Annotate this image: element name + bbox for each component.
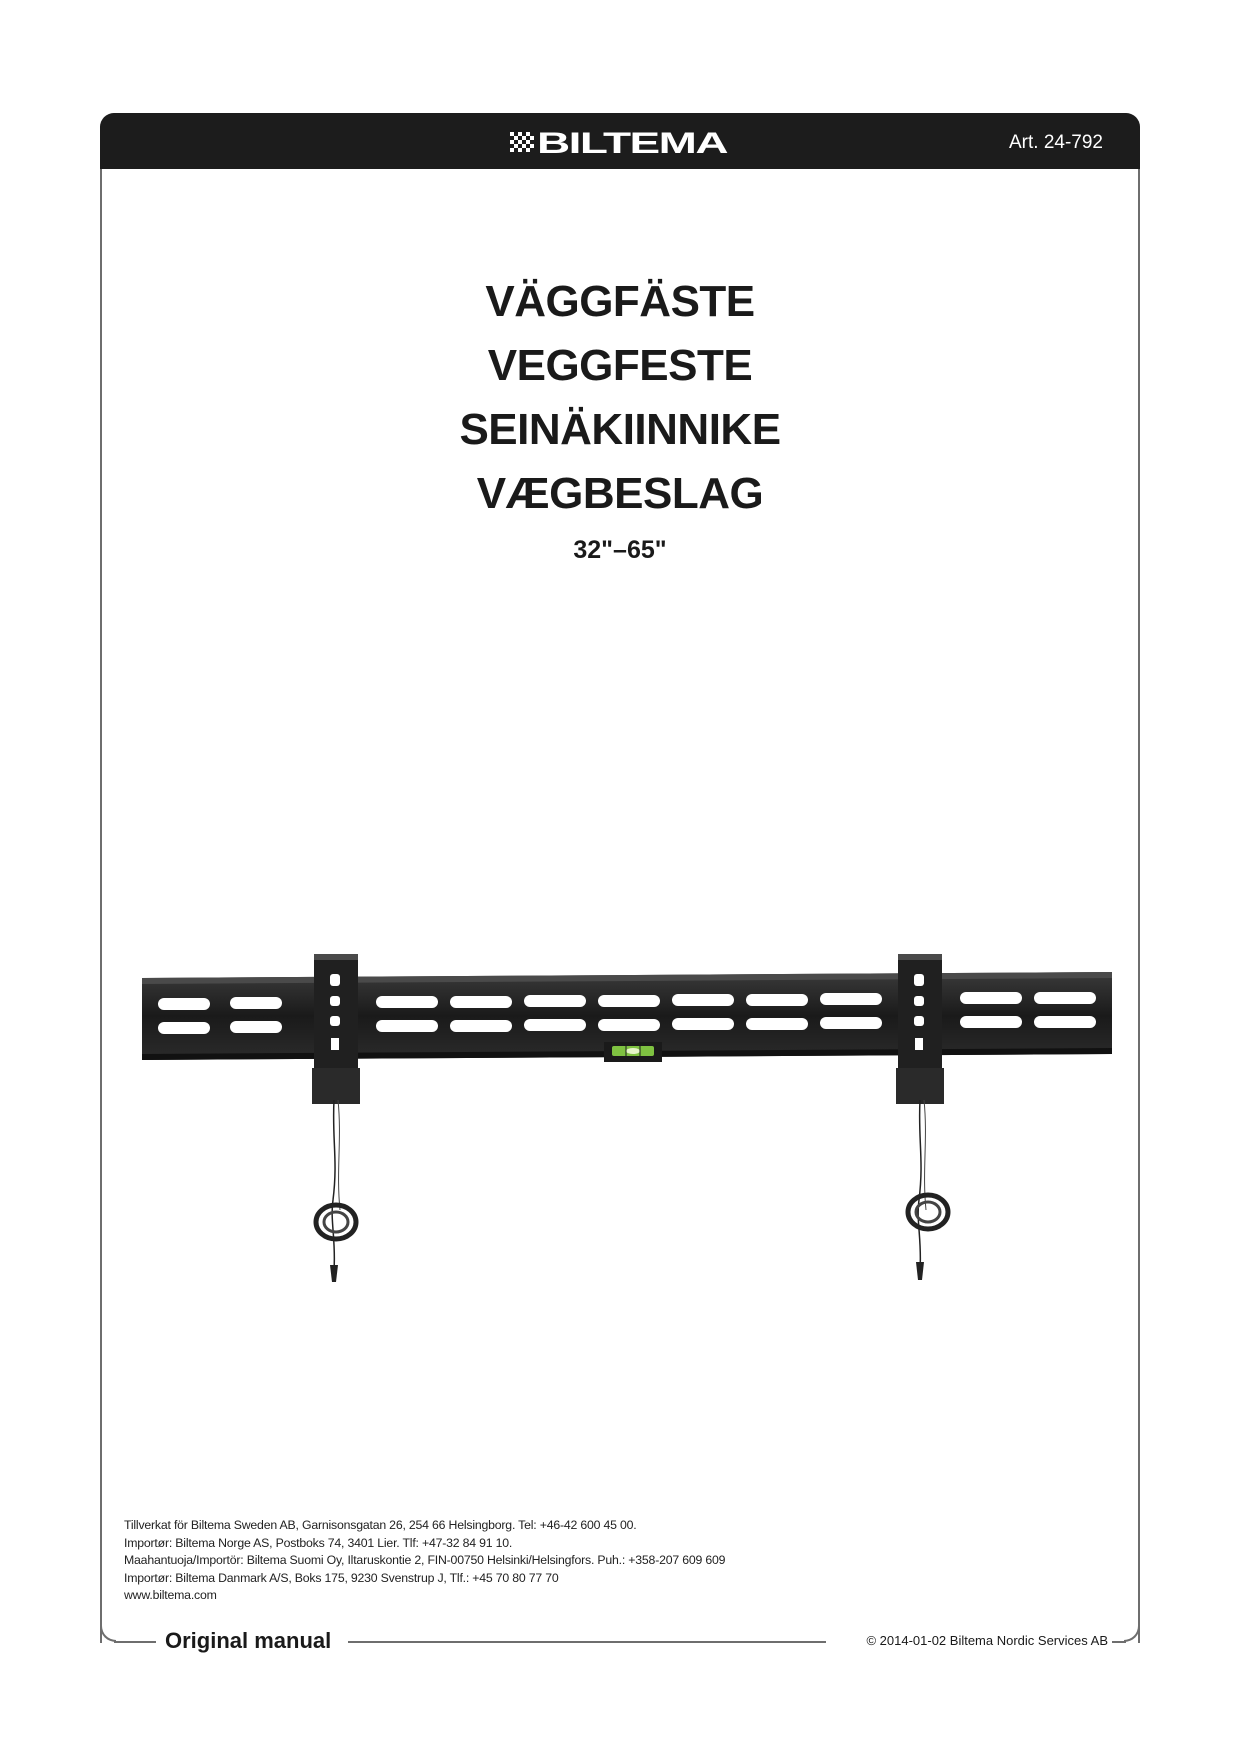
screen-size-range: 32"–65" [573, 536, 667, 564]
footer-rule-middle [348, 1641, 826, 1643]
product-titles [100, 270, 1140, 570]
imprint-denmark: Importør: Biltema Danmark A/S, Boks 175, 9230 Svenstrup J, Tlf.: +45 70 80 77 70 [124, 1570, 559, 1585]
imprint-block [124, 1517, 725, 1605]
checkered-flag-icon [510, 132, 536, 152]
biltema-wordmark: BILTEMA [537, 128, 728, 156]
title-danish: VÆGBESLAG [476, 469, 764, 518]
title-norwegian: VEGGFESTE [487, 341, 753, 390]
imprint-finland: Maahantuoja/Importör: Biltema Suomi Oy, Iltaruskontie 2, FIN-00750 Helsinki/Helsingfors. Puh.: +358-207 609 609 [124, 1553, 726, 1567]
bubble-level-icon [604, 1042, 662, 1062]
title-finnish: SEINÄKIINNIKE [459, 405, 781, 454]
copyright-notice: © 2014-01-02 Biltema Nordic Services AB [866, 1633, 1108, 1648]
footer-rule-left [114, 1641, 156, 1643]
biltema-logo [510, 128, 730, 156]
original-manual-label: Original manual [165, 1628, 332, 1653]
imprint-website: www.biltema.com [124, 1588, 217, 1602]
tv-wall-mount-bracket-icon [138, 950, 1118, 1330]
left-mounting-arm [312, 954, 360, 1282]
title-swedish: VÄGGFÄSTE [485, 277, 755, 326]
imprint-norway: Importør: Biltema Norge AS, Postboks 74, 3401 Lier. Tlf: +47-32 84 91 10. [124, 1535, 513, 1550]
imprint-sweden: Tillverkat för Biltema Sweden AB, Garnisonsgatan 26, 254 66 Helsingborg. Tel: +46-42 600 45 00. [124, 1518, 637, 1532]
right-mounting-arm [896, 954, 948, 1280]
article-number: Art. 24-792 [1009, 132, 1103, 153]
